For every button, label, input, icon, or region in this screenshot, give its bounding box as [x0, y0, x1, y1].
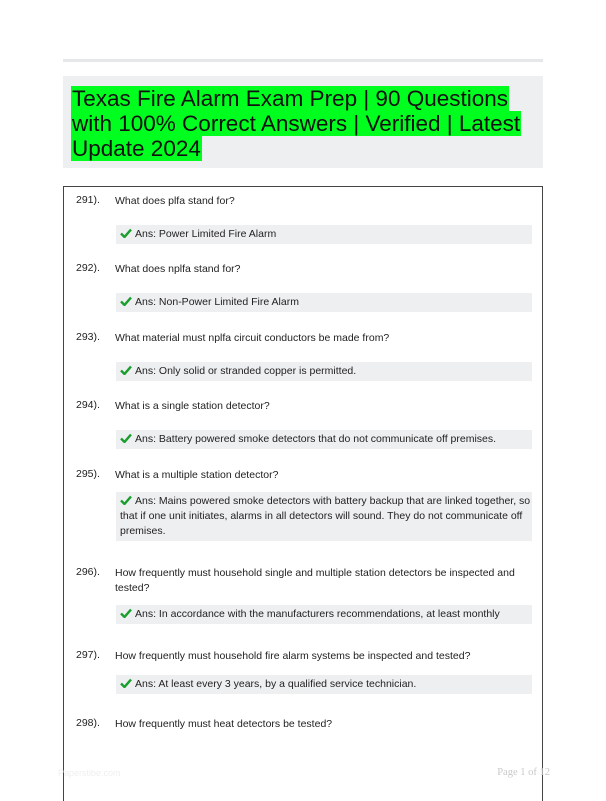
question-text: What is a multiple station detector?	[115, 469, 279, 481]
question-text: What does plfa stand for?	[115, 195, 235, 207]
question-text: How frequently must household single and multiple station detectors be inspected and tested?	[115, 567, 515, 594]
question-number: 296).	[76, 566, 100, 578]
check-icon	[120, 433, 132, 443]
answer-box	[116, 362, 532, 381]
question-text: What material must nplfa circuit conductors be made from?	[115, 332, 390, 344]
answer-text: Ans: Non-Power Limited Fire Alarm	[135, 296, 299, 308]
qa-list	[63, 186, 543, 801]
question-text: How frequently must heat detectors be tested?	[115, 718, 333, 730]
question-number: 293).	[76, 331, 100, 343]
title-box	[63, 76, 543, 168]
footer-watermark: Paperstibe.com	[58, 768, 121, 778]
question-number: 292).	[76, 262, 100, 274]
question-number: 294).	[76, 399, 100, 411]
question-number: 295).	[76, 468, 100, 480]
answer-box	[116, 430, 532, 449]
answer-text: Ans: Power Limited Fire Alarm	[135, 228, 277, 240]
answer-text: Ans: Only solid or stranded copper is permitted.	[135, 365, 357, 377]
page-number: Page 1 of 12	[497, 767, 550, 778]
question-number: 297).	[76, 649, 100, 661]
check-icon	[120, 608, 132, 618]
answer-box	[116, 675, 532, 694]
question-number: 291).	[76, 194, 100, 206]
check-icon	[120, 495, 132, 505]
answer-text: Ans: Mains powered smoke detectors with battery backup that are linked together, so that if one unit initiates, alarms in all detectors will sound. They do not communicate off premises.	[120, 495, 531, 537]
question-text: What does nplfa stand for?	[115, 263, 241, 275]
check-icon	[120, 296, 132, 306]
question-text: How frequently must household fire alarm systems be inspected and tested?	[115, 650, 471, 662]
answer-box	[116, 492, 532, 541]
top-rule	[63, 59, 543, 62]
title-highlight: Texas Fire Alarm Exam Prep | 90 Questions with 100% Correct Answers | Verified | Latest Update 2024	[72, 86, 521, 161]
answer-box	[116, 293, 532, 312]
answer-text: Ans: At least every 3 years, by a qualified service technician.	[135, 678, 417, 690]
question-number: 298).	[76, 717, 100, 729]
answer-box	[116, 605, 532, 624]
answer-text: Ans: In accordance with the manufacturers recommendations, at least monthly	[135, 608, 500, 620]
page-title	[71, 86, 535, 161]
check-icon	[120, 228, 132, 238]
check-icon	[120, 678, 132, 688]
check-icon	[120, 365, 132, 375]
answer-box	[116, 225, 532, 244]
question-text: What is a single station detector?	[115, 400, 270, 412]
answer-text: Ans: Battery powered smoke detectors that do not communicate off premises.	[135, 433, 497, 445]
